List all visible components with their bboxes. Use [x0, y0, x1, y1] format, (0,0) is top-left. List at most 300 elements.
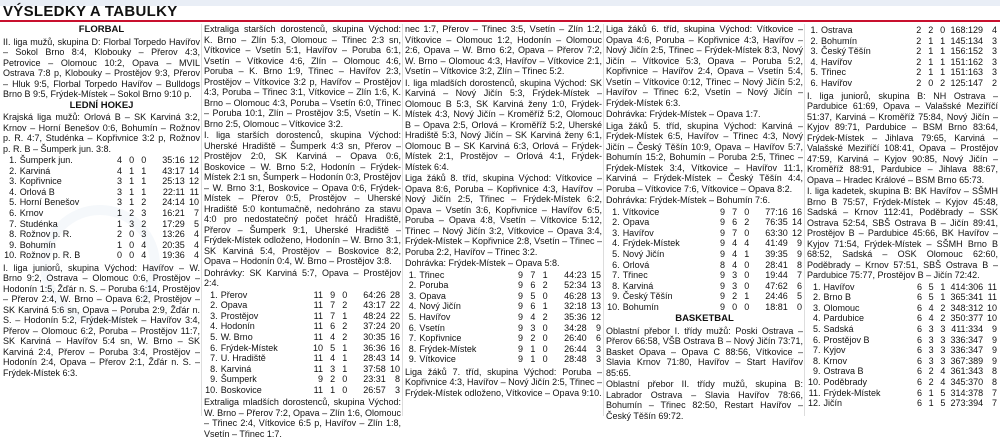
title-rule: [0, 20, 1000, 22]
table-cell: 22: [389, 300, 400, 311]
table-cell: 3: [394, 384, 400, 395]
table-cell: 414:306: [950, 281, 984, 292]
liga-mladsi-results: I. liga mladších dorostenců, skupina Východ: SK Karviná – Nový Jičín 5:3, Frýdek-Místek – Olomouc B 5:3, SK Karviná ženy 1:0, Frýdek-Místek 4:3, Nový Jičín – Kroměříž 5:2, Olomouc B – Opava 2:5, Orlová – Kroměříž 5:2, Uherské Hradiště 5:3, Nový Jičín – SK Karviná ženy 6:1, Olomouc B – SK Karviná 6:3, Orlová – Frýdek-Místek 2:1, Prostějov – Orlová 4:1, Frýdek-Místek 6:4.: [405, 77, 602, 172]
table-cell: 1: [940, 46, 946, 57]
table-cell: 1: [928, 387, 934, 398]
table-cell: 9: [518, 311, 524, 322]
table-cell: 151:163: [950, 67, 984, 78]
table-cell: 14: [389, 353, 400, 364]
table-cell: 3: [530, 322, 536, 333]
liga-zaku-8-results: Liga žáků 8. tříd, skupina Východ: Vítkovice – Opava 8:6, Poruba – Kopřivnice 4:3, Havířov – Nový Jičín 2:5, Třinec – Frýdek-Místek 6:2, Opava – Vsetín 3:6, Kopřivnice – Havířov 6:5, Poruba – Opava 4:8, Vsetín – Vítkovice 5:12, Třinec – Nový Jičín 3:2, Vítkovice – Opava 3:4, Frýdek-Místek – Kopřivnice 2:8, Vsetín – Třinec – Poruba 2:2, Havířov – Třinec 3:2.: [405, 173, 602, 257]
table-cell: 0: [744, 227, 750, 238]
table-cell: 24:14: [162, 197, 185, 208]
table-cell: Hodonín: [220, 321, 255, 332]
table-cell: 9: [317, 374, 323, 385]
table-cell: 2.: [210, 300, 218, 311]
table-cell: 9: [991, 334, 997, 345]
table-cell: 8: [796, 259, 802, 270]
table-cell: Přerov: [220, 289, 248, 300]
table-cell: 36:36: [363, 342, 386, 353]
table-cell: 2: [916, 67, 922, 78]
table-cell: 0: [744, 280, 750, 291]
table-cell: U. Hradiště: [220, 353, 266, 364]
extraliga-starsi-results: Extraliga starších dorostenců, skupina Východ: K. Brno – Zlín 5:3, Olomouc – Třinec 2:3 sn, Vítkovice – Vsetín 5:1, Havířov – Poruba 6:1, Vsetín – Vítkovice 4:6, Zlín – Olomouc 4:6, Poruba – K. Brno 1:9, Třinec – Havířov 2:3, Prostějov – Vítkovice 3:2 p, Havířov – Prostějov 4:3, Poruba – Třinec 3:1, Vítkovice – Zlín 1:6, K. Brno – Olomouc 4:3, Poruba – Vsetín 6:0, Třinec – Poruba 10:1, Zlín – Prostějov 3:5, Vsetín – K. Brno 2:5, Olomouc – Vítkovice 3:2.: [204, 24, 401, 129]
table-cell: 0: [796, 301, 802, 312]
table-cell: 3: [129, 218, 135, 229]
table-cell: 44:23: [564, 269, 587, 280]
table-cell: 35:36: [564, 311, 587, 322]
table-cell: 3: [595, 343, 601, 354]
table-cell: 28:41: [765, 259, 788, 270]
table-row: [807, 366, 998, 377]
page-title: VÝSLEDKY A TABULKY: [3, 3, 178, 20]
table-cell: 8.: [408, 343, 417, 354]
junior-liga-results: I. liga juniorů, skupina Východ: Havířov – W. Brno 9:2, Ostrava – Olomouc 0:6, Prostějov – Hodonín 1:5, Žďár n. S. – Poruba 6:14, Prostějov – Přerov 2:4, W. Brno – Opava 6:2, Prostějov – SK Karviná 5:6 sn, Opava – Poruba 2:9, Žďár n. S. – Hodonín 5:2, Frýdek-Místek – Havířov 3:4, Přerov – Olomouc 6:2, Poruba – Prostějov 11:7, SK Karviná – Havířov 5:4 sn, W. Brno – SK Karviná 2:4, Přerov – Poruba 3:4, Prostějov – Hodonín 2:4, Opava – Přerov 2:1, Žďár n. S. – Frýdek-Místek 6:3.: [3, 262, 200, 378]
table-cell: 24:46: [765, 291, 788, 302]
table-cell: 4: [116, 155, 122, 166]
table-cell: Havířov: [820, 56, 852, 67]
table-row: [3, 176, 200, 187]
table-cell: 5: [193, 218, 199, 229]
table-cell: 2: [342, 300, 348, 311]
table-cell: 3: [940, 345, 946, 356]
table-cell: 13: [590, 301, 601, 312]
table-cell: 14: [188, 165, 199, 176]
table-cell: Bohumín: [19, 239, 56, 250]
table-row: [204, 353, 401, 364]
table-cell: 52:34: [564, 280, 587, 291]
table-cell: Horní Benešov: [19, 197, 80, 208]
table-cell: Pardubice: [823, 313, 865, 324]
table-cell: Ostrava: [820, 25, 853, 36]
table-cell: 2: [940, 302, 946, 313]
table-cell: 6: [917, 366, 923, 377]
table-cell: 0: [129, 239, 135, 250]
table-cell: 0: [744, 206, 750, 217]
table-row: [3, 250, 200, 261]
table-row: [807, 25, 998, 36]
table-cell: 7.: [813, 345, 821, 356]
table-cell: 0: [744, 301, 750, 312]
table-cell: 16: [389, 331, 400, 342]
table-cell: 3: [991, 56, 997, 67]
table-row: [807, 78, 998, 89]
standings-table-zaci-8: [405, 270, 602, 365]
table-cell: 9.: [408, 354, 417, 365]
table-cell: 6: [917, 398, 923, 409]
table-row: [405, 312, 602, 323]
table-cell: 1: [530, 354, 536, 365]
table-cell: 3: [940, 355, 946, 366]
table-cell: 15: [590, 269, 601, 280]
table-cell: 4: [530, 311, 536, 322]
table-cell: Prostějov: [220, 310, 259, 321]
table-cell: 12.: [808, 398, 821, 409]
column-2: [204, 24, 401, 439]
table-cell: 9: [796, 238, 802, 249]
table-cell: 9: [518, 354, 524, 365]
table-cell: 6.: [9, 208, 17, 219]
table-cell: 1: [141, 176, 147, 187]
column-divider: [804, 24, 805, 416]
table-row: [204, 290, 401, 301]
table-cell: 7.: [210, 353, 218, 364]
extraliga-mladsi-results: Extraliga mladších dorostenců, skupina Východ: W. Brno – Přerov 7:2, Opava – Zlín 1:6, Olomouc – Třinec 2:4, Vítkovice 6:5 p, Havířov – Zlín 1:8, Vsetín – Třinec 1:7.: [204, 397, 401, 439]
table-cell: 17:29: [162, 218, 185, 229]
table-cell: 64:26: [363, 289, 386, 300]
table-cell: 6: [530, 280, 536, 291]
table-cell: 5: [928, 292, 934, 303]
table-cell: 0: [141, 155, 147, 166]
table-cell: 0: [542, 354, 548, 365]
table-cell: 3.: [612, 227, 620, 238]
table-cell: 7: [732, 227, 738, 238]
table-cell: 11: [987, 281, 997, 292]
table-cell: 1: [940, 56, 946, 67]
table-cell: 1: [116, 218, 122, 229]
table-row: [807, 345, 998, 356]
table-cell: 3: [116, 186, 122, 197]
table-cell: 9: [719, 206, 725, 217]
table-row: [807, 57, 998, 68]
table-cell: 1: [928, 56, 934, 67]
table-cell: 2: [141, 218, 147, 229]
table-cell: 8: [394, 374, 400, 385]
table-cell: 1: [129, 176, 135, 187]
table-cell: 1: [342, 310, 348, 321]
table-cell: 1.: [612, 206, 620, 217]
table-cell: 2: [342, 331, 348, 342]
table-cell: 2: [991, 78, 997, 89]
table-cell: Šumperk: [220, 374, 257, 385]
table-cell: 9: [796, 248, 802, 259]
table-cell: 1: [116, 239, 122, 250]
table-cell: Orlová B: [19, 186, 55, 197]
table-cell: 4: [744, 238, 750, 249]
table-cell: 3: [928, 334, 934, 345]
florbal-results: II. liga mužů, skupina D: Florbal Torpedo Havířov – Sokol Brno 8:4, Klobouky – Přerov 4:3, Petrovice – Olomouc 10:2, Opava – MVIL Ostrava 7:8 p, Klobouky – Prostějov 9:3, Přerov – Hluk 9:5, Florbal Torpedo Havířov – Bulldogs Brno B 9:5, Frýdek-Místek – Sokol Brno 9:10 p.: [3, 36, 200, 99]
table-cell: 4.: [210, 321, 218, 332]
table-row: [807, 292, 998, 303]
table-cell: 14: [791, 217, 802, 228]
table-cell: 25:13: [162, 176, 185, 187]
table-cell: Opava: [419, 290, 446, 301]
table-cell: 2.: [9, 165, 17, 176]
table-row: [204, 332, 401, 343]
table-cell: 22:11: [162, 186, 185, 197]
table-cell: 19:36: [162, 250, 185, 261]
table-cell: 3: [595, 354, 601, 365]
table-cell: 4: [928, 302, 934, 313]
table-cell: Jičín: [823, 398, 843, 409]
table-cell: 5: [530, 290, 536, 301]
table-cell: 7: [796, 270, 802, 281]
table-cell: 0: [116, 250, 122, 261]
table-cell: 1: [744, 248, 750, 259]
table-cell: 1: [342, 363, 348, 374]
table-row: [204, 321, 401, 332]
table-cell: 20: [389, 321, 400, 332]
table-cell: 6: [917, 302, 923, 313]
table-cell: 28:48: [564, 354, 587, 365]
table-cell: 11: [313, 321, 323, 332]
table-cell: 2: [542, 311, 548, 322]
table-cell: 3.: [813, 302, 821, 313]
table-cell: 7: [530, 269, 536, 280]
table-cell: Šumperk jun.: [19, 155, 73, 166]
table-cell: 9: [719, 280, 725, 291]
table-cell: 2: [928, 25, 934, 36]
table-cell: Boskovice: [220, 384, 262, 395]
table-cell: 6.: [612, 259, 620, 270]
column-divider: [603, 24, 604, 416]
table-cell: 6: [595, 333, 601, 344]
table-cell: 4: [991, 25, 997, 36]
table-row: [204, 342, 401, 353]
table-cell: 23:31: [363, 374, 386, 385]
basket-prebor-2-results: Oblastní přebor II. třídy mužů, skupina B: Labrador Ostrava – Slavia Havířov 78:66, Bohumín – Třinec 82:50, Restart Havířov – Český Těšín 69:72.: [606, 379, 803, 421]
table-cell: 1.: [9, 155, 17, 166]
table-row: [3, 240, 200, 251]
section-heading-hokej: LEDNÍ HOKEJ: [69, 99, 134, 111]
table-cell: 2.: [810, 35, 818, 46]
liga-zaku-5-results: Liga žáků 5. tříd, skupina Východ: Karviná – Frýdek-Místek 6:5, Havířov – Třinec 4:3, Nový Jičín – Český Těšín 10:9, Opava – Havířov 5:7, Bohumín 15:2, Bohumín – Poruba 2:5, Třinec – Frýdek-Místek 3:4, Vítkovice – Havířov 11:1, Karviná – Frýdek-Místek – Český Těšín 4:4, Poruba – Vítkovice 7:6, Vítkovice – Opava 8:2.: [606, 120, 803, 194]
table-cell: 9: [719, 227, 725, 238]
table-cell: 0: [129, 155, 135, 166]
table-row: [405, 280, 602, 291]
dohravky-results: Dohrávky: SK Karviná 5:7, Opava – Prostějov 2:4.: [204, 267, 401, 288]
table-cell: 4.: [9, 186, 17, 197]
table-cell: 4: [141, 250, 147, 261]
table-cell: Český Těšín: [622, 291, 673, 302]
table-cell: 8.: [9, 229, 17, 240]
table-cell: 2.: [813, 292, 821, 303]
table-cell: 348:312: [950, 302, 984, 313]
standings-table-krajska: [3, 155, 200, 261]
table-cell: 3.: [210, 310, 218, 321]
table-cell: 30:35: [363, 331, 386, 342]
table-cell: 9: [719, 248, 725, 259]
table-cell: 9: [719, 301, 725, 312]
table-cell: 10.: [205, 384, 218, 395]
table-cell: 5: [330, 342, 336, 353]
table-row: [807, 356, 998, 367]
table-cell: 2.: [612, 217, 620, 228]
table-cell: 13:26: [162, 229, 185, 240]
liga-zaku-6-results: Liga žáků 6. tříd, skupina Východ: Vítkovice – Opava 4:6, Poruba – Kopřivnice 4:3, Havířov – Nový Jičín 2:5, Třinec – Frýdek-Místek 8:3, Nový Jičín – Vítkovice 5:3, Opava – Poruba 5:2, Kopřivnice – Havířov 2:4, Opava – Vsetín 5:4, Vsetín – Vítkovice 0:12, Třinec – Nový Jičín 5:2, Havířov – Třinec 6:2, Vsetín – Nový Jičín – Frýdek-Místek 6:3.: [606, 24, 803, 108]
table-cell: 18:81: [765, 301, 788, 312]
table-cell: 4: [940, 366, 946, 377]
table-cell: 3: [928, 355, 934, 366]
table-cell: 365:341: [950, 292, 984, 303]
table-cell: 16:21: [162, 208, 185, 219]
table-cell: 22: [389, 310, 400, 321]
column-4: [606, 24, 803, 421]
table-cell: 28: [389, 289, 400, 300]
table-cell: Krnov: [823, 355, 848, 366]
table-cell: 1.: [810, 25, 818, 36]
table-cell: 1: [744, 291, 750, 302]
table-cell: 2: [129, 208, 135, 219]
table-cell: 0: [940, 25, 946, 36]
table-cell: Třinec: [622, 270, 648, 281]
table-cell: 4: [116, 165, 122, 176]
liga-zaku-7-results: Liga žáků 7. tříd, skupina Východ: Poruba – Kopřivnice 4:3, Havířov – Nový Jičín 2:5, Třinec – Frýdek-Místek odloženo, Vítkovice – Opava 9:10.: [405, 366, 602, 398]
table-cell: 3: [732, 280, 738, 291]
table-cell: Rožnov p. R. B: [19, 250, 81, 261]
table-cell: 37:58: [363, 363, 386, 374]
table-cell: 4: [193, 250, 199, 261]
table-cell: 9: [518, 322, 524, 333]
table-cell: 8.: [210, 363, 218, 374]
table-cell: 3: [928, 323, 934, 334]
table-cell: 2: [928, 366, 934, 377]
table-cell: 2: [732, 291, 738, 302]
table-cell: 3: [991, 46, 997, 57]
table-cell: 9: [518, 290, 524, 301]
table-cell: Opava: [220, 300, 248, 311]
table-cell: Kopřivnice: [419, 333, 462, 344]
table-cell: 20:35: [162, 239, 185, 250]
table-cell: 9: [719, 217, 725, 228]
table-cell: 3: [940, 334, 946, 345]
table-row: [204, 364, 401, 375]
table-cell: 9: [518, 333, 524, 344]
table-cell: 314:378: [950, 387, 984, 398]
liga-starsi-results: I. liga starších dorostenců, skupina Východ: Uherské Hradiště – Šumperk 4:3 sn, Přerov – Prostějov 2:0, SK Karviná – Opava 0:6, Boskovice – W. Brno 5:2, Hodonín – Frýdek-Místek 2:1 sn, Šumperk – Hodonín 0:3, Prostějov – W. Brno 3:1, Boskovice – Opava 0:6, Frýdek-Místek – Přerov 0:5, Prostějov – Uherské Hradiště 5:0 kontumačně, nedohráno za stavu 4:0 pro nedostatečný počet hráčů Hradiště, Přerov – Šumperk 9:1, Uherské Hradiště – Frýdek-Místek odloženo, Hodonín – W. Brno 3:1, SK Karviná 5:4, Prostějov – Boskovice 8:2, Opava – Hodonín 0:4, W. Brno – Prostějov 3:8.: [204, 130, 401, 266]
table-cell: 1: [342, 353, 348, 364]
table-cell: 9.: [9, 239, 17, 250]
table-cell: 4.: [408, 301, 417, 312]
table-row: [807, 36, 998, 47]
table-cell: 3: [991, 35, 997, 46]
table-cell: 9: [518, 343, 524, 354]
column-1: [3, 24, 200, 416]
table-cell: 0: [732, 301, 738, 312]
table-cell: 5.: [408, 311, 417, 322]
table-cell: 2: [116, 229, 122, 240]
table-cell: 5.: [612, 248, 620, 259]
table-cell: 9: [719, 291, 725, 302]
table-cell: 10: [188, 197, 199, 208]
table-cell: 7.: [408, 333, 417, 344]
dohravka-results: Dohrávka: Frýdek-Místek – Opava 5:8.: [405, 258, 560, 268]
table-cell: 1: [330, 384, 336, 395]
table-cell: 336:347: [950, 334, 984, 345]
table-cell: W. Brno: [220, 331, 253, 342]
table-cell: 2: [916, 56, 922, 67]
table-cell: 9: [518, 280, 524, 291]
table-cell: 76:35: [765, 217, 788, 228]
table-cell: 2: [940, 313, 946, 324]
table-cell: 63:30: [765, 227, 788, 238]
table-cell: 6.: [408, 322, 417, 333]
table-cell: 273:394: [950, 398, 984, 409]
table-cell: 9: [595, 322, 601, 333]
table-cell: Třinec: [419, 269, 445, 280]
table-cell: 2: [940, 78, 946, 89]
extraliga-mladsi-continued: nec 1:7, Přerov – Třinec 3:5, Vsetín – Zlín 1:2, Vítkovice – Olomouc 1:2, Hodonín – Olomouc 2:6, Opava – W. Brno 6:2, Opava – Přerov 7:2, W. Brno – Olomouc 4:3, Havířov – Vítkovice 2:1, Vsetín – Vítkovice 3:2, Zlín – Třinec 5:2.: [405, 24, 602, 76]
table-cell: Karviná: [19, 165, 51, 176]
table-row: [807, 282, 998, 293]
table-cell: 8.: [612, 280, 620, 291]
table-row: [405, 344, 602, 355]
table-cell: 361:343: [950, 366, 984, 377]
table-cell: 1.: [408, 269, 417, 280]
table-cell: 10: [389, 363, 400, 374]
table-cell: 6: [530, 301, 536, 312]
table-cell: 7: [193, 208, 199, 219]
table-cell: 4: [193, 239, 199, 250]
table-cell: 4.: [813, 313, 821, 324]
table-cell: Karviná: [220, 363, 252, 374]
standings-table-starsi: [204, 290, 401, 396]
table-cell: 1: [342, 342, 348, 353]
table-cell: 345:370: [950, 376, 984, 387]
table-cell: 7: [991, 387, 997, 398]
table-cell: 6.: [210, 342, 218, 353]
table-cell: 10.: [607, 301, 620, 312]
table-cell: Kyjov: [823, 345, 846, 356]
table-cell: 11: [313, 331, 323, 342]
table-cell: 6: [917, 355, 923, 366]
table-cell: Frýdek-Místek: [419, 343, 477, 354]
table-row: [807, 335, 998, 346]
table-cell: 11: [313, 300, 323, 311]
table-cell: 2: [330, 374, 336, 385]
table-cell: 336:347: [950, 345, 984, 356]
table-row: [405, 333, 602, 344]
krajska-liga-results: Krajská liga mužů: Orlová B – SK Karviná 3:2, Krnov – Horní Benešov 0:6, Bohumín – Rožnov p. R. 4:7, Studénka – Kopřivnice 3:2 p, Rožnov p. R. B – Šumperk jun. 3:8.: [3, 112, 200, 154]
table-row: [3, 219, 200, 230]
table-cell: 6: [917, 345, 923, 356]
table-cell: Frýdek-Místek: [220, 342, 278, 353]
table-cell: 10.: [808, 376, 821, 387]
table-cell: 12: [188, 155, 199, 166]
table-row: [606, 302, 803, 313]
table-cell: 26:40: [564, 333, 587, 344]
table-cell: Vítkovice: [419, 354, 456, 365]
table-cell: Třinec: [820, 67, 846, 78]
table-cell: 1: [129, 165, 135, 176]
table-cell: 1: [116, 208, 122, 219]
table-cell: 9: [518, 301, 524, 312]
table-cell: 8: [991, 366, 997, 377]
table-cell: Vítkovice: [622, 206, 660, 217]
table-cell: 6: [732, 217, 738, 228]
table-row: [606, 291, 803, 302]
table-row: [3, 208, 200, 219]
column-divider: [402, 24, 403, 416]
table-cell: 2: [530, 333, 536, 344]
table-cell: 34:28: [564, 322, 587, 333]
table-cell: 1: [530, 343, 536, 354]
table-cell: 6: [330, 321, 336, 332]
table-cell: 7: [330, 300, 336, 311]
table-cell: 8: [991, 376, 997, 387]
table-cell: 11: [987, 292, 997, 303]
table-row: [405, 291, 602, 302]
table-cell: 4: [732, 238, 738, 249]
liga-junioru-basket-results: I. liga juniorů, skupina B: NH Ostrava – Pardubice 61:69, Opava – Valašské Meziříčí 51:37, Karviná – Kroměříž 75:84, Nový Jičín – Kyjov 89:71, Pardubice – BSM Brno 83:64, Frýdek-Místek – Jihlava 79:65, Karviná – Valašské Meziříčí 108:41, Opava – Prostějov 47:59, Karviná – Kyjov 90:85, Nový Jičín – Kroměříž 88:91, Pardubice – Jihlava 88:67, Opava – Hradec Králové – BSM Brno 65:73.: [807, 90, 998, 185]
table-cell: 1: [928, 67, 934, 78]
table-cell: 3.: [408, 290, 417, 301]
table-cell: 16: [389, 342, 400, 353]
table-row: [204, 385, 401, 396]
table-cell: 2: [916, 35, 922, 46]
table-cell: 367:389: [950, 355, 984, 366]
table-cell: 41:49: [765, 238, 788, 249]
